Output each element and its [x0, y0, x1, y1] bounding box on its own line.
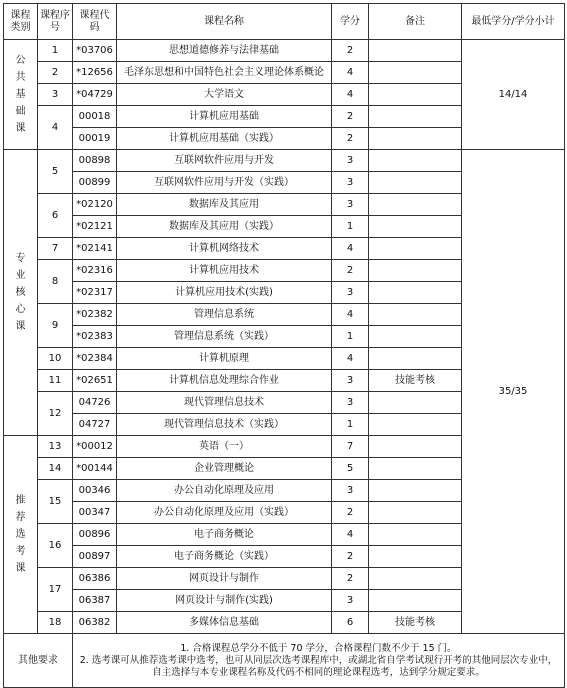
credit-cell: 2 [332, 502, 369, 524]
course-name-cell: 管理信息系统 [117, 304, 332, 326]
note-cell: 技能考核 [369, 370, 462, 392]
table-row [4, 150, 565, 172]
note-cell [369, 128, 462, 150]
header-row [4, 4, 565, 40]
category-cell [4, 150, 38, 436]
course-code-cell: 00347 [73, 502, 117, 524]
other-requirements-label: 其他要求 [4, 634, 73, 688]
credit-cell: 3 [332, 172, 369, 194]
seq-cell: 11 [38, 370, 73, 392]
course-code-cell: 00019 [73, 128, 117, 150]
seq-cell: 6 [38, 194, 73, 238]
credit-cell: 6 [332, 612, 369, 634]
credit-cell: 5 [332, 458, 369, 480]
course-name-cell: 办公自动化原理及应用（实践） [117, 502, 332, 524]
course-code-cell: *02651 [73, 370, 117, 392]
note-cell [369, 216, 462, 238]
credit-cell: 4 [332, 84, 369, 106]
credit-cell: 3 [332, 282, 369, 304]
seq-cell: 13 [38, 436, 73, 458]
note-cell [369, 62, 462, 84]
seq-cell: 9 [38, 304, 73, 348]
seq-cell: 14 [38, 458, 73, 480]
note-cell: 技能考核 [369, 612, 462, 634]
category-label: 公共基础课 [15, 55, 26, 134]
seq-cell: 18 [38, 612, 73, 634]
course-name-cell: 网页设计与制作(实践) [117, 590, 332, 612]
course-code-cell: *03706 [73, 40, 117, 62]
credit-cell: 7 [332, 436, 369, 458]
note-cell [369, 194, 462, 216]
credit-cell: 3 [332, 480, 369, 502]
category-label: 专业核心课 [15, 253, 26, 332]
seq-cell: 17 [38, 568, 73, 612]
note-cell [369, 172, 462, 194]
course-name-cell: 现代管理信息技术 [117, 392, 332, 414]
seq-cell: 1 [38, 40, 73, 62]
course-name-cell: 电子商务概论 [117, 524, 332, 546]
credit-cell: 4 [332, 304, 369, 326]
credit-cell: 2 [332, 40, 369, 62]
table-body [4, 40, 565, 634]
course-name-cell: 计算机网络技术 [117, 238, 332, 260]
course-code-cell: 04726 [73, 392, 117, 414]
table-row [4, 40, 565, 62]
header-name: 课程名称 [117, 4, 332, 40]
course-name-cell: 计算机应用基础 [117, 106, 332, 128]
course-code-cell: 06382 [73, 612, 117, 634]
credit-cell: 3 [332, 150, 369, 172]
header-seq: 课程序号 [38, 4, 73, 40]
course-plan-table [3, 3, 565, 688]
course-name-cell: 计算机应用技术(实践) [117, 282, 332, 304]
course-code-cell: *04729 [73, 84, 117, 106]
course-code-cell: 00897 [73, 546, 117, 568]
category-label: 推荐选考课 [15, 495, 26, 574]
credit-cell: 3 [332, 590, 369, 612]
note-cell [369, 260, 462, 282]
course-code-cell: 06386 [73, 568, 117, 590]
credit-cell: 4 [332, 524, 369, 546]
course-name-cell: 互联网软件应用与开发（实践） [117, 172, 332, 194]
note-cell [369, 480, 462, 502]
course-code-cell: 00018 [73, 106, 117, 128]
category-cell [4, 40, 38, 150]
course-name-cell: 互联网软件应用与开发 [117, 150, 332, 172]
seq-cell: 2 [38, 62, 73, 84]
course-name-cell: 多媒体信息基础 [117, 612, 332, 634]
credit-cell: 4 [332, 348, 369, 370]
credit-cell: 2 [332, 546, 369, 568]
course-code-cell: *00012 [73, 436, 117, 458]
credit-cell: 2 [332, 260, 369, 282]
credit-cell: 4 [332, 238, 369, 260]
course-code-cell: 00899 [73, 172, 117, 194]
note-cell [369, 458, 462, 480]
course-name-cell: 电子商务概论（实践） [117, 546, 332, 568]
credit-cell: 3 [332, 392, 369, 414]
course-code-cell: 06387 [73, 590, 117, 612]
note-cell [369, 238, 462, 260]
course-name-cell: 办公自动化原理及应用 [117, 480, 332, 502]
course-name-cell: 现代管理信息技术（实践） [117, 414, 332, 436]
course-code-cell: 00896 [73, 524, 117, 546]
header-credit: 学分 [332, 4, 369, 40]
course-name-cell: 计算机信息处理综合作业 [117, 370, 332, 392]
course-name-cell: 思想道德修养与法律基础 [117, 40, 332, 62]
seq-cell: 8 [38, 260, 73, 304]
note-cell [369, 304, 462, 326]
course-name-cell: 数据库及其应用（实践） [117, 216, 332, 238]
note-cell [369, 502, 462, 524]
course-code-cell: *02121 [73, 216, 117, 238]
credit-cell: 2 [332, 128, 369, 150]
note-cell [369, 348, 462, 370]
course-name-cell: 大学语文 [117, 84, 332, 106]
note-cell [369, 40, 462, 62]
course-name-cell: 毛泽东思想和中国特色社会主义理论体系概论 [117, 62, 332, 84]
category-cell [4, 436, 38, 634]
seq-cell: 15 [38, 480, 73, 524]
note-cell [369, 590, 462, 612]
course-name-cell: 企业管理概论 [117, 458, 332, 480]
seq-cell: 3 [38, 84, 73, 106]
note-cell [369, 414, 462, 436]
course-code-cell: 00346 [73, 480, 117, 502]
course-name-cell: 管理信息系统（实践） [117, 326, 332, 348]
course-code-cell: *02382 [73, 304, 117, 326]
other-requirements-row [4, 634, 565, 688]
other-requirement-line-2: 2. 选考课可从推荐选考课中选考，也可从同层次选考课程库中，或湖北省自学考试现行开考的其他同层次专业中，自主选择与本专业课程名称及代码不相同的理论课程选考，达到学分规定要求。 [79, 654, 558, 678]
course-code-cell: *02141 [73, 238, 117, 260]
credit-cell: 2 [332, 568, 369, 590]
note-cell [369, 106, 462, 128]
course-code-cell: *02316 [73, 260, 117, 282]
credit-cell: 1 [332, 326, 369, 348]
note-cell [369, 568, 462, 590]
seq-cell: 16 [38, 524, 73, 568]
note-cell [369, 524, 462, 546]
course-name-cell: 网页设计与制作 [117, 568, 332, 590]
course-code-cell: *02317 [73, 282, 117, 304]
course-name-cell: 计算机应用基础（实践） [117, 128, 332, 150]
note-cell [369, 326, 462, 348]
course-code-cell: *02120 [73, 194, 117, 216]
course-name-cell: 数据库及其应用 [117, 194, 332, 216]
header-min-credit: 最低学分/学分小计 [462, 4, 565, 40]
course-name-cell: 计算机原理 [117, 348, 332, 370]
note-cell [369, 84, 462, 106]
course-code-cell: *12656 [73, 62, 117, 84]
note-cell [369, 150, 462, 172]
credit-cell: 2 [332, 106, 369, 128]
other-requirements-text [73, 634, 565, 688]
min-credit-cell: 14/14 [462, 40, 565, 150]
seq-cell: 10 [38, 348, 73, 370]
course-code-cell: 00898 [73, 150, 117, 172]
course-name-cell: 计算机应用技术 [117, 260, 332, 282]
other-requirement-line-1: 1. 合格课程总学分不低于 70 学分，合格课程门数不少于 15 门。 [180, 642, 457, 654]
credit-cell: 3 [332, 194, 369, 216]
note-cell [369, 546, 462, 568]
credit-cell: 1 [332, 216, 369, 238]
credit-cell: 3 [332, 370, 369, 392]
seq-cell: 7 [38, 238, 73, 260]
course-code-cell: *02383 [73, 326, 117, 348]
note-cell [369, 282, 462, 304]
note-cell [369, 392, 462, 414]
seq-cell: 5 [38, 150, 73, 194]
header-note: 备注 [369, 4, 462, 40]
course-code-cell: *00144 [73, 458, 117, 480]
note-cell [369, 436, 462, 458]
seq-cell: 4 [38, 106, 73, 150]
course-name-cell: 英语（一） [117, 436, 332, 458]
credit-cell: 4 [332, 62, 369, 84]
header-code: 课程代码 [73, 4, 117, 40]
credit-cell: 1 [332, 414, 369, 436]
seq-cell: 12 [38, 392, 73, 436]
min-credit-cell: 35/35 [462, 150, 565, 634]
course-code-cell: 04727 [73, 414, 117, 436]
header-category: 课程类别 [4, 4, 38, 40]
course-code-cell: *02384 [73, 348, 117, 370]
